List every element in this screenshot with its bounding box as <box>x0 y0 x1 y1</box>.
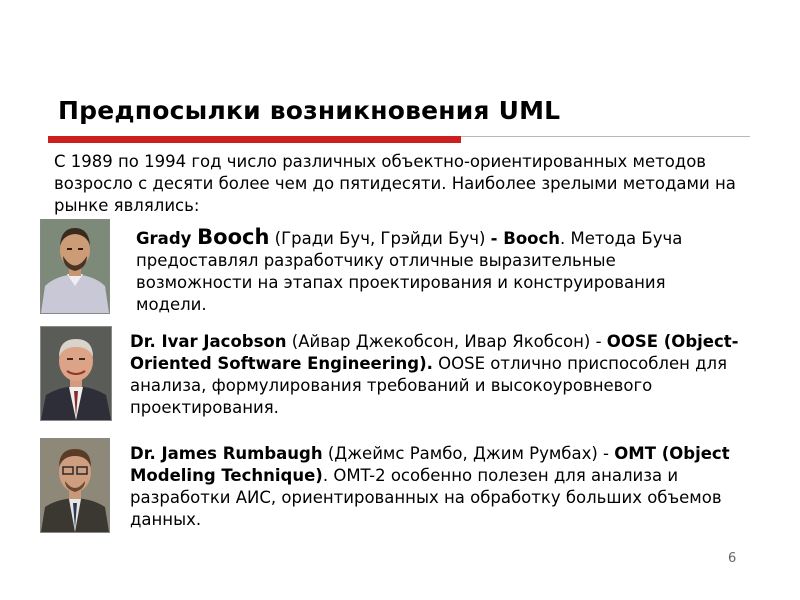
rumbaugh-paragraph <box>130 443 778 531</box>
jacobson-description: OOSE отлично приспособлен для анализа, формулирования требований и высокоуровневого проектирования. <box>130 354 728 417</box>
jacobson-paragraph <box>130 331 750 419</box>
rumbaugh-name: Dr. James Rumbaugh <box>130 444 323 463</box>
booch-name-first: Grady <box>136 229 198 248</box>
rumbaugh-photo <box>40 438 110 533</box>
jacobson-aliases: (Айвар Джекобсон, Ивар Якобсон) - <box>286 332 607 351</box>
page-number: 6 <box>728 551 737 566</box>
jacobson-name: Dr. Ivar Jacobson <box>130 332 287 351</box>
booch-photo <box>40 219 110 314</box>
booch-paragraph <box>136 226 736 316</box>
booch-name-last: Booch <box>197 225 270 249</box>
rumbaugh-aliases: (Джеймс Рамбо, Джим Румбах) - <box>322 444 615 463</box>
booch-dash: - <box>490 229 504 248</box>
title-accent-bar <box>48 136 461 143</box>
booch-description: . Метода Буча предоставлял разработчику отличные выразительные возможности на этапах проектирования и конструирования модели. <box>136 229 683 314</box>
intro-paragraph: С 1989 по 1994 год число различных объектно-ориентированных методов возросло с десяти более чем до пятидесяти. Наиболее зрелыми методами на рынке являлись: <box>54 152 736 215</box>
jacobson-method: OOSE (Object-Oriented Software Engineering). <box>130 332 739 373</box>
booch-method: Booch <box>503 229 561 248</box>
booch-aliases: (Гради Буч, Грэйди Буч) <box>269 229 491 248</box>
slide-title: Предпосылки возникновения UML <box>58 96 561 125</box>
rumbaugh-method: OMT (Object Modeling Technique) <box>130 444 730 485</box>
jacobson-photo <box>40 326 112 421</box>
rumbaugh-description: . OMT-2 особенно полезен для анализа и разработки АИС, ориентированных на обработку больших объемов данных. <box>130 466 722 529</box>
